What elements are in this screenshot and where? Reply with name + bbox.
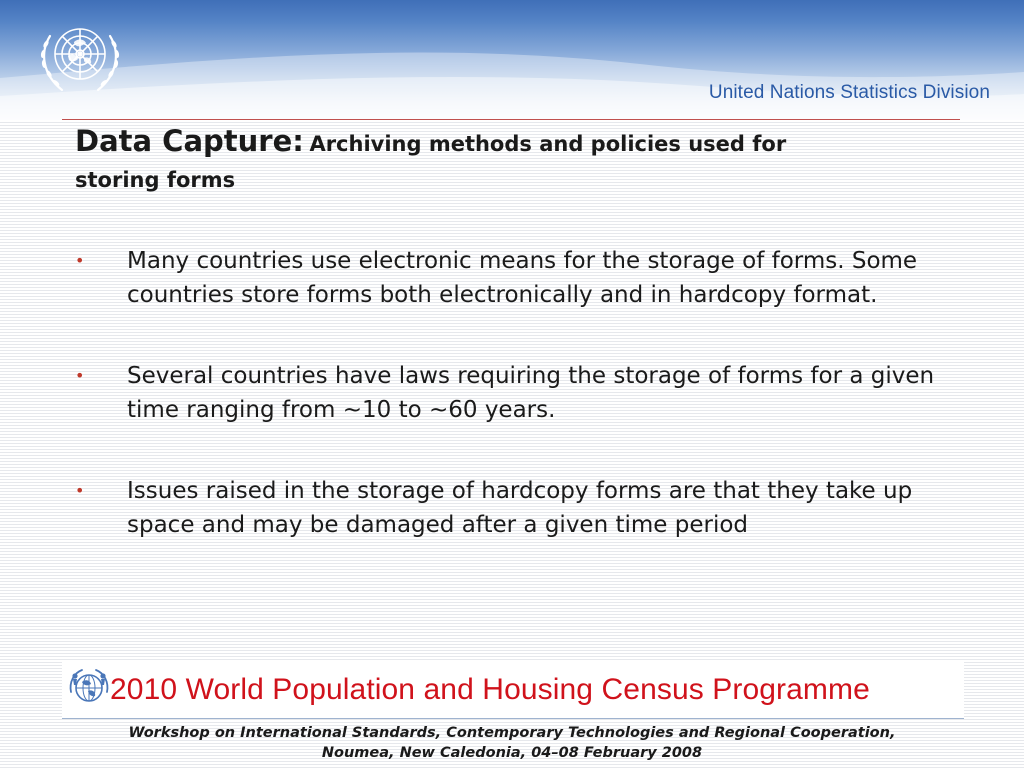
title-subtitle-line-2: storing forms bbox=[75, 168, 236, 192]
bullet-marker: • bbox=[75, 366, 85, 385]
census-programme-banner bbox=[62, 660, 964, 718]
title-subtitle-line-1: Archiving methods and policies used for bbox=[309, 132, 787, 156]
bullet-item bbox=[75, 359, 945, 427]
programme-title: 2010 World Population and Housing Census Programme bbox=[110, 673, 870, 706]
bullet-list bbox=[75, 244, 945, 589]
bullet-item bbox=[75, 244, 945, 312]
bullet-item bbox=[75, 474, 945, 542]
organization-name: United Nations Statistics Division bbox=[708, 82, 990, 103]
header-banner bbox=[0, 0, 1024, 120]
bullet-marker: • bbox=[75, 481, 85, 500]
un-emblem-icon bbox=[28, 12, 132, 102]
workshop-line-2: Noumea, New Caledonia, 04–08 February 2008 bbox=[321, 745, 703, 761]
bullet-text: Several countries have laws requiring the storage of forms for a given time ranging from ~10 to ~60 years. bbox=[127, 363, 935, 423]
census-programme-logo-icon bbox=[66, 664, 112, 710]
bullet-marker: • bbox=[75, 251, 85, 270]
title-main: Data Capture: bbox=[75, 124, 304, 158]
bullet-text: Issues raised in the storage of hardcopy forms are that they take up space and may be damaged after a given time period bbox=[127, 478, 913, 538]
slide-title bbox=[75, 124, 955, 199]
bullet-text: Many countries use electronic means for the storage of forms. Some countries store forms both electronically and in hardcopy format. bbox=[127, 248, 918, 308]
workshop-line-1: Workshop on International Standards, Contemporary Technologies and Regional Cooperation, bbox=[128, 725, 896, 741]
header-divider bbox=[62, 119, 960, 120]
workshop-caption bbox=[0, 723, 1024, 763]
footer-divider bbox=[62, 718, 964, 719]
